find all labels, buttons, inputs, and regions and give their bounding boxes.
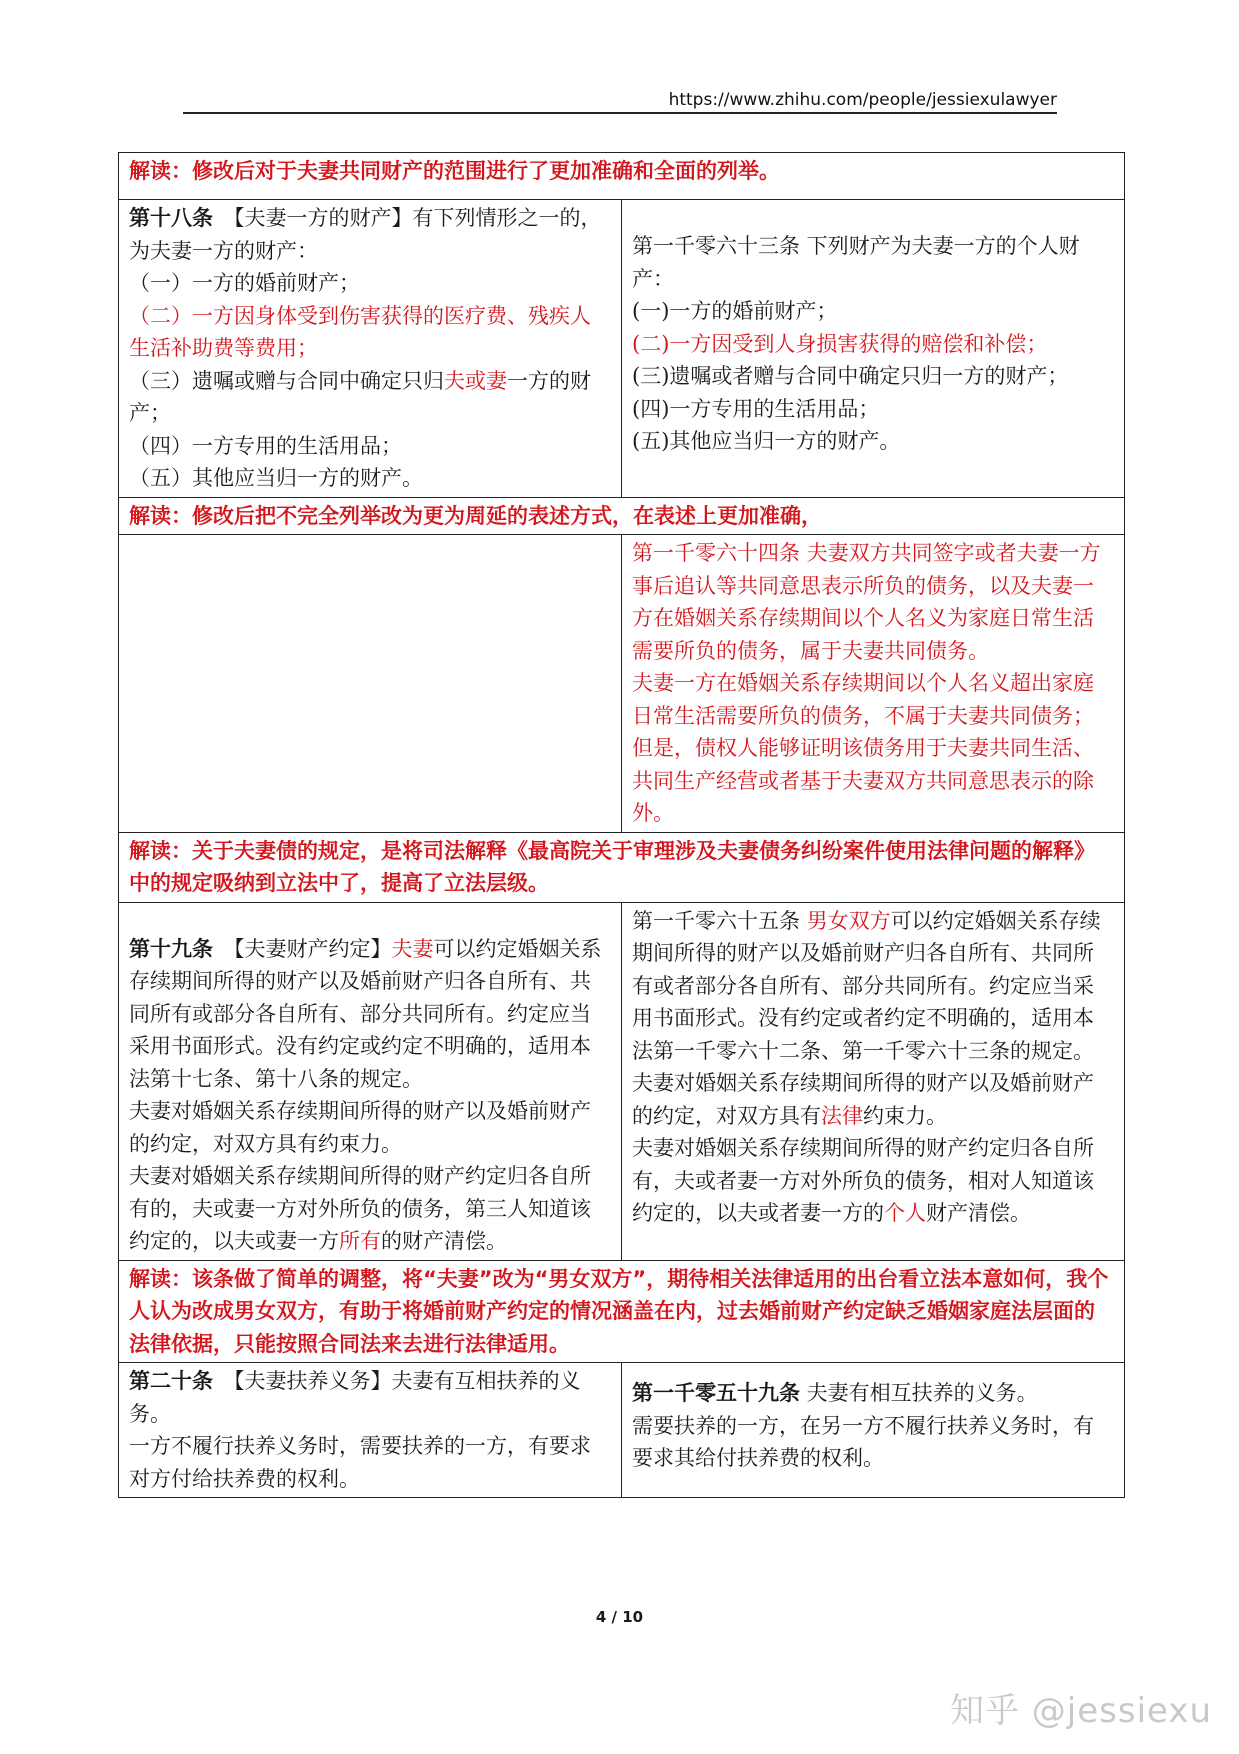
article-text: 可以约定婚姻关系存续期间所得的财产以及婚前财产归各自所有、共同所有或部分各自所有、部分共同所有。约定应当采用书面形式。没有约定或约定不明确的，适用本法第十七条、第十八条的规定。: [129, 936, 602, 1091]
interpretation-note: 解读：修改后把不完全列举改为更为周延的表述方式，在表述上更加准确，: [119, 497, 1125, 535]
table-row: [119, 153, 1125, 200]
article-text: 财产清偿。: [926, 1201, 1031, 1225]
table-row: [119, 535, 1125, 833]
header-url: https://www.zhihu.com/people/jessiexulawyer: [668, 90, 1057, 110]
article-text: 夫妻对婚姻关系存续期间所得的财产约定归各自所有的，夫或妻一方对外所负的债务，第三人知道该约定的，以夫或妻一方: [129, 1164, 591, 1253]
article-text: 第一千零六十四条 夫妻双方共同签字或者夫妻一方事后追认等共同意思表示所负的债务，以及夫妻一方在婚姻关系存续期间以个人名义为家庭日常生活需要所负的债务，属于夫妻共同债务。: [632, 541, 1101, 663]
header-rule: [183, 112, 1057, 114]
article-text: 的财产清偿。: [381, 1229, 507, 1253]
table-row: [119, 1363, 1125, 1498]
interpretation-note: 解读：关于夫妻债的规定，是将司法解释《最高院关于审理涉及夫妻债务纠纷案件使用法律问题的解释》中的规定吸纳到立法中了，提高了立法层级。: [119, 832, 1125, 902]
article-text: 可以约定婚姻关系存续期间所得的财产以及婚前财产归各自所有、共同所有或者部分各自所有、部分共同所有。约定应当采用书面形式。没有约定或者约定不明确的，适用本法第一千零六十二条、第一千零六十三条的规定。: [632, 908, 1101, 1063]
article-text: 需要扶养的一方，在另一方不履行扶养义务时，有要求其给付扶养费的权利。: [632, 1413, 1094, 1470]
table-row: [119, 832, 1125, 902]
article-item: (二)一方因受到人身损害获得的赔偿和补偿；: [632, 331, 1048, 356]
zhihu-watermark: 知乎 @jessiexu: [950, 1691, 1213, 1731]
highlight-text: 男女双方: [806, 908, 891, 933]
highlight-text: 法律: [821, 1103, 863, 1128]
article-number: 第十九条: [129, 935, 213, 961]
new-article-1065: [622, 902, 1125, 1260]
article-text: 约束力。: [863, 1103, 947, 1128]
article-item: (四)一方专用的生活用品；: [632, 396, 880, 421]
article-text: 夫妻对婚姻关系存续期间所得的财产约定归各自所有，夫或者妻一方对外所负的债务，相对人知道该约定的，以夫或者妻一方的: [632, 1136, 1094, 1225]
old-article-19: [119, 902, 622, 1260]
highlight-text: 所有: [339, 1229, 381, 1253]
table-row: [119, 200, 1125, 498]
table-row: [119, 1260, 1125, 1363]
highlight-text: 夫或妻: [444, 368, 507, 393]
article-item: (一)一方的婚前财产；: [632, 299, 838, 323]
interpretation-note: 解读：该条做了简单的调整，将“夫妻”改为“男女双方”，期待相关法律适用的出台看立法本意如何，我个人认为改成男女双方，有助于将婚前财产约定的情况涵盖在内，过去婚前财产约定缺乏婚姻家庭法层面的法律依据，只能按照合同法来去进行法律适用。: [119, 1260, 1125, 1363]
interpretation-note: 解读：修改后对于夫妻共同财产的范围进行了更加准确和全面的列举。: [119, 153, 1125, 200]
article-item: （五）其他应当归一方的财产。: [129, 466, 423, 490]
article-text: 夫妻有相互扶养的义务。: [800, 1381, 1038, 1405]
old-article-empty: [119, 535, 622, 833]
highlight-text: 个人: [884, 1201, 926, 1225]
article-item: (三)遗嘱或者赠与合同中确定只归一方的财产；: [632, 364, 1069, 388]
article-text: 【夫妻扶养义务】夫妻有互相扶养的义务。: [129, 1369, 581, 1426]
article-text: （三）遗嘱或赠与合同中确定只归: [129, 368, 444, 393]
article-text: 夫妻一方在婚姻关系存续期间以个人名义超出家庭日常生活需要所负的债务，不属于夫妻共同债务；但是，债权人能够证明该债务用于夫妻共同生活、共同生产经营或者基于夫妻双方共同意思表示的除外。: [632, 671, 1094, 825]
comparison-table: [118, 152, 1125, 1498]
old-article-18: [119, 200, 622, 498]
article-text: 夫妻对婚姻关系存续期间所得的财产以及婚前财产的约定，对双方具有约束力。: [129, 1099, 591, 1156]
new-article-1063: [622, 200, 1125, 498]
article-text: 【夫妻财产约定】: [213, 936, 392, 961]
new-article-1064: [622, 535, 1125, 833]
article-text: 夫妻对婚姻关系存续期间所得的财产以及婚前财产的约定，对双方具有: [632, 1071, 1094, 1128]
table-row: [119, 497, 1125, 535]
article-number: 第一千零五十九条: [632, 1380, 800, 1405]
article-number: 第十八条: [129, 205, 213, 230]
article-item: （二）一方因身体受到伤害获得的医疗费、残疾人生活补助费等费用；: [129, 303, 591, 360]
article-item: (五)其他应当归一方的财产。: [632, 429, 901, 453]
page-number: 4 / 10: [595, 1608, 644, 1626]
article-text: 第一千零六十五条: [632, 908, 807, 933]
new-article-1059: [622, 1363, 1125, 1498]
article-text: 一方的财产；: [129, 368, 591, 425]
article-text: 一方不履行扶养义务时，需要扶养的一方，有要求对方付给扶养费的权利。: [129, 1434, 591, 1491]
article-item: （四）一方专用的生活用品；: [129, 433, 402, 458]
article-text: 第一千零六十三条 下列财产为夫妻一方的个人财产：: [632, 234, 1080, 291]
table-row: [119, 902, 1125, 1260]
article-number: 第二十条: [129, 1368, 213, 1393]
article-item: （一）一方的婚前财产；: [129, 271, 360, 295]
old-article-20: [119, 1363, 622, 1498]
article-text: 【夫妻一方的财产】有下列情形之一的，为夫妻一方的财产：: [129, 206, 602, 263]
highlight-text: 夫妻: [391, 936, 434, 961]
